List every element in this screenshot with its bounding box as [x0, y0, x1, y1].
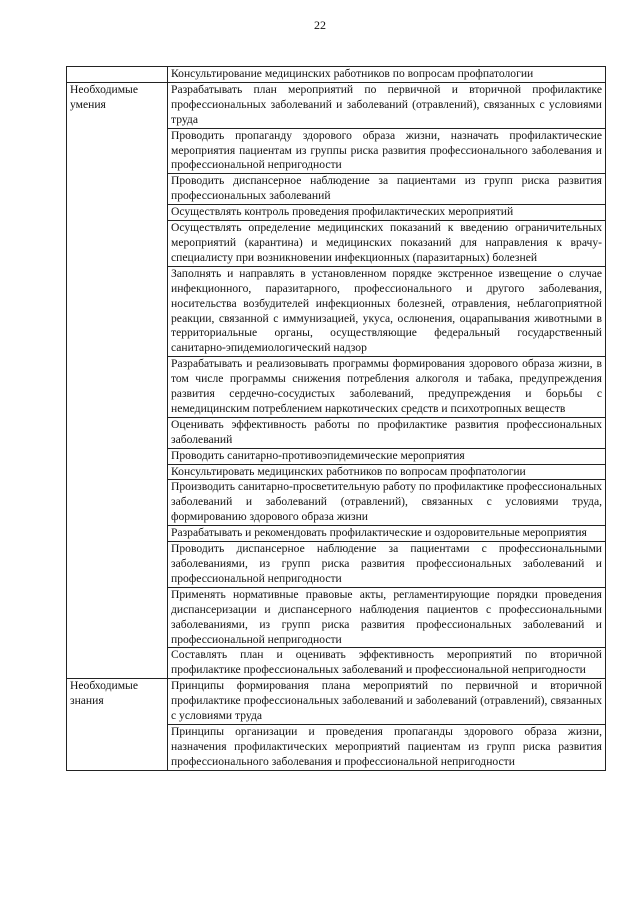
- requirement-text: Принципы формирования плана мероприятий по первичной и вторичной профилактике профессиональных заболеваний и заболеваний (отравлений), связанных с условиями труда: [168, 679, 606, 725]
- requirement-text: Проводить диспансерное наблюдение за пациентами с профессиональными заболеваниями, из групп риска развития профессиональных заболеваний и профессиональной непригодности: [168, 542, 606, 588]
- competency-table: [66, 66, 606, 771]
- requirement-text: Разрабатывать и рекомендовать профилактические и оздоровительные мероприятия: [168, 526, 606, 542]
- requirement-text: Проводить пропаганду здорового образа жизни, назначать профилактические мероприятия пациентам из группы риска развития профессионального заболевания и профессиональной непригодности: [168, 128, 606, 174]
- section-label: Необходимые знания: [67, 679, 168, 770]
- requirement-text: Консультирование медицинских работников по вопросам профпатологии: [168, 67, 606, 83]
- requirement-text: Осуществлять определение медицинских показаний к введению ограничительных мероприятий (карантина) и медицинских показаний для направления к врачу-специалисту при возникновении инфекционных (паразитарных) болезней: [168, 221, 606, 267]
- table-row: [67, 679, 606, 725]
- section-label: [67, 67, 168, 83]
- requirement-text: Проводить диспансерное наблюдение за пациентами из групп риска развития профессиональных заболеваний: [168, 174, 606, 205]
- requirement-text: Производить санитарно-просветительную работу по профилактике профессиональных заболеваний и заболеваний (отравлений), связанных с условиями труда, формированию здорового образа жизни: [168, 480, 606, 526]
- table-row: [67, 82, 606, 128]
- section-label: Необходимые умения: [67, 82, 168, 678]
- requirement-text: Разрабатывать план мероприятий по первичной и вторичной профилактике профессиональных заболеваний и заболеваний (отравлений), связанных с условиями труда: [168, 82, 606, 128]
- requirement-text: Применять нормативные правовые акты, регламентирующие порядки проведения диспансеризации и диспансерного наблюдения пациентов с профессиональными заболеваниями, из групп риска развития профессиональных заболеваний и профессиональной непригодности: [168, 587, 606, 648]
- requirement-text: Принципы организации и проведения пропаганды здорового образа жизни, назначения профилактических мероприятий пациентам из групп риска развития профессионального заболевания и профессиональной непригодности: [168, 724, 606, 770]
- page-number: 22: [314, 18, 326, 32]
- requirement-text: Заполнять и направлять в установленном порядке экстренное извещение о случае инфекционного, паразитарного, профессионального и другого заболевания, носительства возбудителей инфекционных болезней, отравления, неблагоприятной реакции, связанной с иммунизацией, укуса, ослюнения, оцарапывания животными в территориальные органы, осуществляющие федеральный государственный санитарно-эпидемиологический надзор: [168, 266, 606, 356]
- competency-table-body: [67, 67, 606, 771]
- requirement-text: Осуществлять контроль проведения профилактических мероприятий: [168, 205, 606, 221]
- requirement-text: Составлять план и оценивать эффективность мероприятий по вторичной профилактике профессиональных заболеваний и профессиональной непригодности: [168, 648, 606, 679]
- table-row: [67, 67, 606, 83]
- requirement-text: Разрабатывать и реализовывать программы формирования здорового образа жизни, в том числе программы снижения потребления алкоголя и табака, предупреждения развития сердечно-сосудистых заболеваний, предупреждения и борьбы с немедицинским потреблением наркотических средств и психотропных веществ: [168, 357, 606, 418]
- requirement-text: Оценивать эффективность работы по профилактике развития профессиональных заболеваний: [168, 417, 606, 448]
- requirement-text: Проводить санитарно-противоэпидемические мероприятия: [168, 448, 606, 464]
- requirement-text: Консультировать медицинских работников по вопросам профпатологии: [168, 464, 606, 480]
